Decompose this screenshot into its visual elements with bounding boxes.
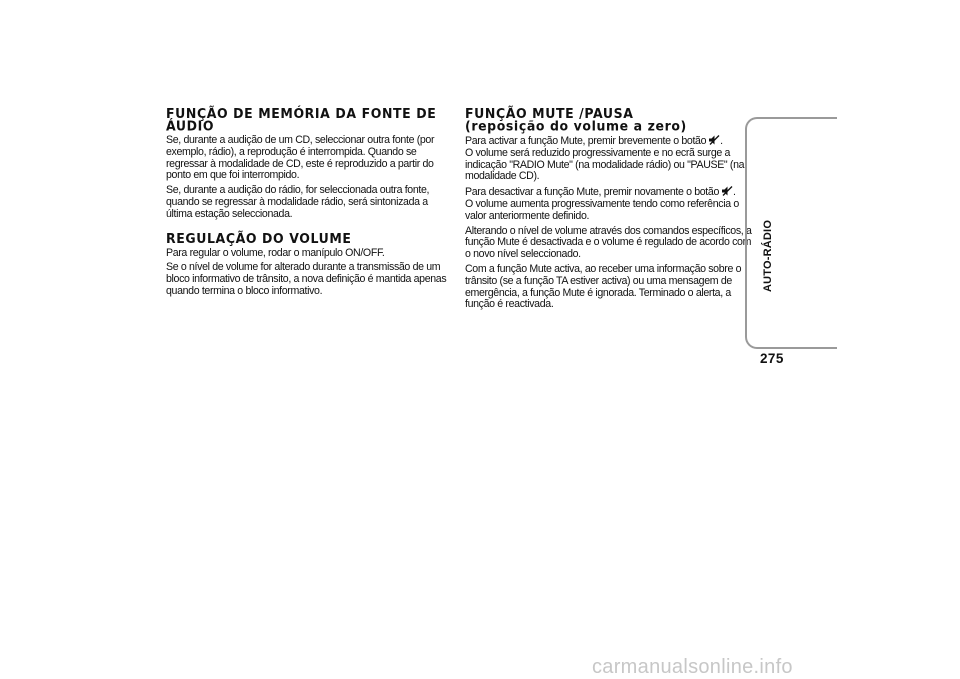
section-heading-mute: [465, 107, 737, 132]
text-line: Com a função Mute activa, ao receber uma informação sobre o: [465, 262, 742, 275]
text-fragment: .: [720, 135, 723, 147]
paragraph: [465, 186, 737, 222]
chapter-tab: [745, 117, 837, 349]
text-fragment: Para desactivar a função Mute, premir novamente o botão: [465, 186, 719, 199]
text-line: emergência, a função Mute é ignorada. Terminado o alerta, a: [465, 286, 731, 299]
watermark: carmanualsonline.info: [592, 656, 793, 678]
chapter-label: AUTO-RÁDIO: [762, 219, 774, 292]
paragraph: [166, 248, 442, 260]
text-line: Se, durante a audição do rádio, for seleccionada outra fonte,: [166, 184, 430, 197]
text-line: O volume aumenta progressivamente tendo como referência o: [465, 197, 739, 210]
mute-speaker-icon: [722, 186, 733, 196]
text-line: o novo nível seleccionado.: [465, 248, 581, 261]
section-heading-source-memory: [166, 107, 442, 132]
text-line: modalidade CD).: [465, 170, 540, 183]
heading-line: REGULAÇÃO DO VOLUME: [166, 230, 352, 246]
text-line: bloco informativo de trânsito, a nova definição é mantida apenas: [166, 273, 447, 286]
paragraph: [166, 261, 447, 297]
text-line: Alterando o nível de volume através dos comandos específicos, a: [465, 224, 752, 237]
page-number: 275: [760, 351, 784, 366]
text-line: exemplo, rádio), a reprodução é interrompida. Quando se: [166, 145, 417, 158]
text-line: ponto em que foi interrompido.: [166, 169, 300, 182]
mute-speaker-icon: [709, 135, 720, 145]
text-line: quando se regressar à modalidade rádio, será sintonizada a: [166, 195, 428, 208]
text-line: regressar à modalidade de CD, este é reproduzido a partir do: [166, 157, 434, 170]
heading-line: FUNÇÃO DE MEMÓRIA DA FONTE DE: [166, 105, 437, 122]
text-line: valor anteriormente definido.: [465, 209, 590, 222]
left-column: [166, 105, 447, 301]
text-line: Para regular o volume, rodar o manípulo ON/OFF.: [166, 246, 385, 259]
paragraph: [465, 135, 745, 183]
text-line: função é reactivada.: [465, 298, 554, 311]
text-line: Se, durante a audição de um CD, seleccionar outra fonte (por: [166, 134, 435, 146]
text-fragment: Para activar a função Mute, premir brevemente o botão: [465, 135, 707, 147]
paragraph: [166, 185, 442, 220]
text-line: indicação "RADIO Mute" (na modalidade rádio) ou "PAUSE" (na: [465, 158, 745, 171]
paragraph: [465, 224, 752, 261]
heading-line: ÁUDIO: [166, 117, 215, 134]
text-line: função Mute é desactivada e o volume é regulado de acordo com: [465, 236, 752, 249]
right-column: [465, 105, 752, 314]
section-heading-volume: [166, 232, 442, 245]
paragraph: [166, 135, 442, 182]
text-line: O volume será reduzido progressivamente e no ecrã surge a: [465, 146, 731, 159]
text-line: Se o nível de volume for alterado durante a transmissão de um: [166, 261, 441, 274]
heading-line: FUNÇÃO MUTE /PAUSA: [465, 105, 634, 122]
text-line: última estação seleccionada.: [166, 207, 293, 220]
text-line: trânsito (se a função TA estiver activa) ou uma mensagem de: [465, 274, 732, 287]
text-line-with-icon: [465, 135, 737, 148]
paragraph: [465, 262, 742, 311]
text-line: quando termina o bloco informativo.: [166, 284, 323, 297]
text-fragment: .: [733, 186, 736, 199]
heading-line: (reposição do volume a zero): [465, 117, 687, 134]
